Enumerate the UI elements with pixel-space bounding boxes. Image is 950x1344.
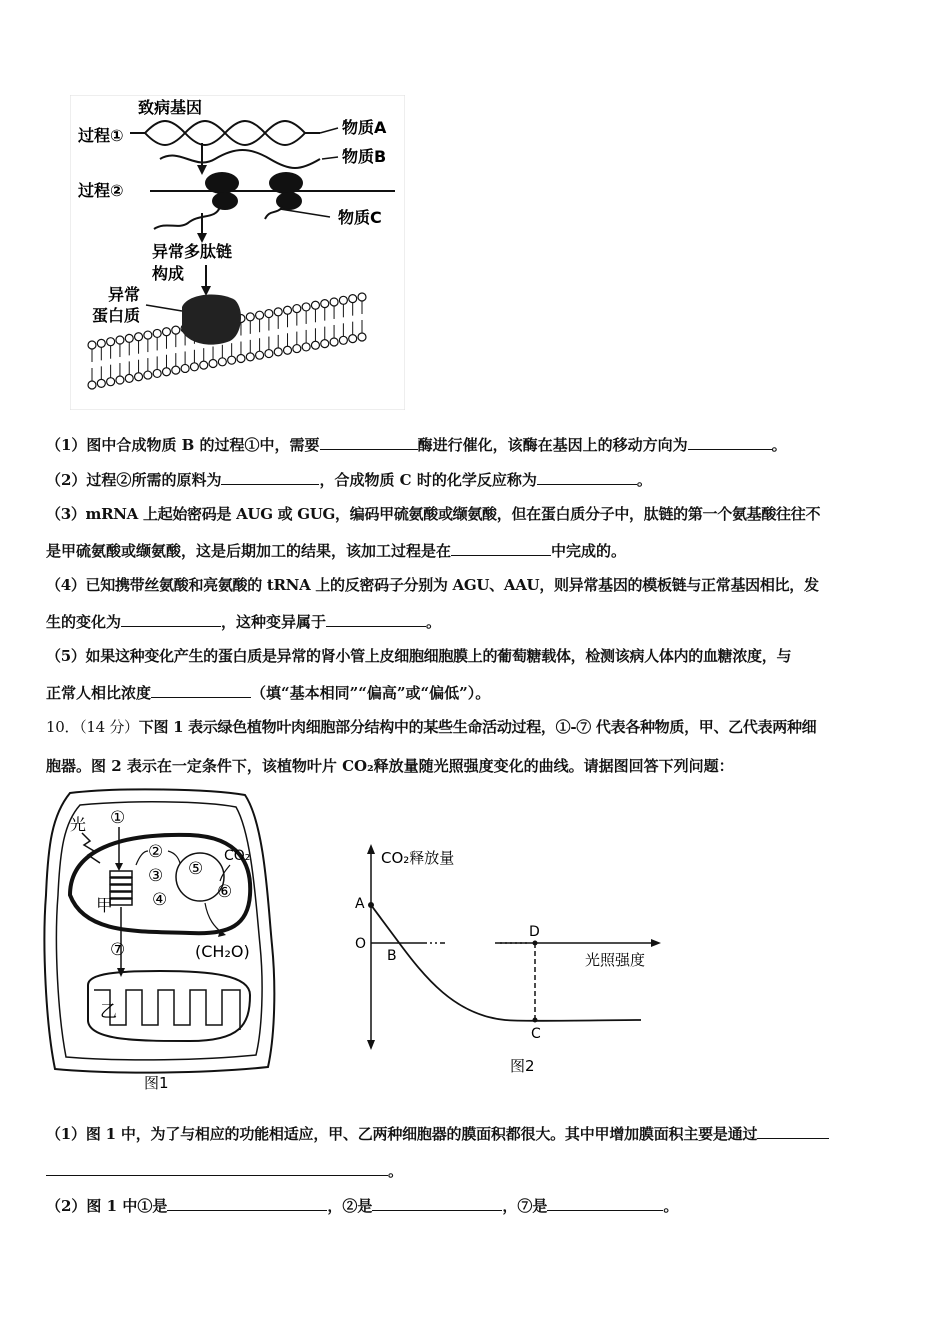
q9-p1-blank-2[interactable] <box>688 434 772 450</box>
substance-b-label: 物质B <box>342 147 387 166</box>
q10-p2-blank-1[interactable] <box>167 1195 327 1211</box>
marker-7: ⑦ <box>110 940 126 960</box>
substance-a-label: 物质A <box>342 118 387 137</box>
x-axis-label: 光照强度 <box>585 951 646 969</box>
substance-c-label: 物质C <box>338 208 382 227</box>
marker-6: ⑥ <box>217 882 233 902</box>
light-label: 光 <box>70 815 87 834</box>
q10-p2-text-b: ，②是 <box>327 1197 373 1215</box>
marker-1: ① <box>110 808 126 828</box>
q9-part1 <box>46 434 787 455</box>
q9-p2-blank-2[interactable] <box>537 469 637 485</box>
marker-4: ④ <box>152 890 168 910</box>
q9-p4-text-c: 。 <box>426 613 442 631</box>
q9-p1-blank-1[interactable] <box>320 434 418 450</box>
q9-p2-text-b: ，合成物质 C 时的化学反应称为 <box>319 471 537 489</box>
figure1-caption: 图1 <box>144 1074 169 1092</box>
q9-part3-line2 <box>46 540 626 561</box>
ch2o-label: (CH₂O) <box>195 942 250 961</box>
co2-label: CO₂ <box>224 848 251 864</box>
q10-p1-blank-1[interactable] <box>757 1123 829 1139</box>
point-b-label: B <box>387 948 397 964</box>
gene-expression-figure <box>70 95 405 410</box>
jia-label: 甲 <box>96 896 113 916</box>
q10-score: （14 分） <box>79 718 139 736</box>
q10-p2-text-a: （2）图 1 中①是 <box>46 1197 168 1215</box>
point-d-label: D <box>529 924 540 940</box>
yi-label: 乙 <box>100 1002 117 1022</box>
marker-3: ③ <box>148 866 164 886</box>
process1-label: 过程① <box>78 126 124 145</box>
point-a-label: A <box>355 896 365 912</box>
q9-p4-blank-1[interactable] <box>121 611 221 627</box>
q10-p2-blank-2[interactable] <box>372 1195 502 1211</box>
gene-label: 致病基因 <box>138 98 203 117</box>
q10-p2-text-d: 。 <box>663 1197 679 1215</box>
q9-p3-text-b: 中完成的。 <box>551 542 627 560</box>
q9-part4-line2 <box>46 611 441 632</box>
q9-part3-line1: （3）mRNA 上起始密码是 AUG 或 GUG，编码甲硫氨酸或缬氨酸，但在蛋白质分子中，肽链的第一个氨基酸往往不 <box>46 505 821 523</box>
marker-2: ② <box>148 842 164 862</box>
q10-p1-blank-2[interactable] <box>46 1160 388 1176</box>
q9-p5-blank[interactable] <box>151 682 251 698</box>
q10-part2 <box>46 1195 678 1216</box>
q9-p3-text-a: 是甲硫氨酸或缬氨酸，这是后期加工的结果，该加工过程是在 <box>46 542 452 560</box>
q9-part5-line1: （5）如果这种变化产生的蛋白质是异常的肾小管上皮细胞细胞膜上的葡萄糖载体，检测该病人体内的血糖浓度，与 <box>46 647 792 665</box>
q10-p1-text: （1）图 1 中，为了与相应的功能相适应，甲、乙两种细胞器的膜面积都很大。其中甲增加膜面积主要是通过 <box>46 1125 758 1143</box>
q10-intro-line2: 胞器。图 2 表示在一定条件下，该植物叶片 CO₂释放量随光照强度变化的曲线。请据图回答下列问题： <box>46 757 734 775</box>
q9-part4-line1: （4）已知携带丝氨酸和亮氨酸的 tRNA 上的反密码子分别为 AGU、AAU，则异常基因的模板链与正常基因相比，发 <box>46 576 819 594</box>
q10-number: 10． <box>46 718 80 736</box>
q9-part2 <box>46 469 652 490</box>
y-axis-label: CO₂释放量 <box>381 849 455 867</box>
q10-p2-blank-3[interactable] <box>547 1195 663 1211</box>
cell-diagram <box>40 785 285 1095</box>
figure2-caption: 图2 <box>510 1057 535 1075</box>
q9-p2-text-c: 。 <box>636 471 652 489</box>
q9-p4-text-b: ，这种变异属于 <box>221 613 327 631</box>
q9-p1-text-b: 酶进行催化，该酶在基因上的移动方向为 <box>417 436 688 454</box>
q9-p5-text-b: （填“基本相同”“偏高”或“偏低”）。 <box>251 684 491 702</box>
q10-part1-line2 <box>46 1160 403 1181</box>
q10-p2-text-c: ，⑦是 <box>502 1197 548 1215</box>
q9-p2-text-a: （2）过程②所需的原料为 <box>46 471 222 489</box>
q9-p5-text-a: 正常人相比浓度 <box>46 684 152 702</box>
q10-p1-end: 。 <box>388 1162 404 1180</box>
abnormal-protein-label-1: 异常 <box>108 285 141 304</box>
q9-part5-line2 <box>46 682 490 703</box>
q9-p1-text-c: 。 <box>771 436 787 454</box>
q10-part1-line1 <box>46 1123 829 1144</box>
point-c-label: C <box>531 1026 541 1042</box>
q10-intro-line1 <box>46 717 816 737</box>
q9-p4-blank-2[interactable] <box>326 611 426 627</box>
q9-p3-blank[interactable] <box>451 540 551 556</box>
abnormal-protein-label-2: 蛋白质 <box>92 306 141 325</box>
origin-label: O <box>355 936 367 952</box>
q9-p1-text-a: （1）图中合成物质 B 的过程①中，需要 <box>46 436 320 454</box>
abnormal-peptide-label: 异常多肽链 <box>152 242 233 261</box>
marker-5: ⑤ <box>188 859 204 879</box>
process2-label: 过程② <box>78 181 124 200</box>
constitute-label: 构成 <box>152 264 185 283</box>
co2-chart <box>345 840 675 1080</box>
q10-intro-text-1: 下图 1 表示绿色植物叶肉细胞部分结构中的某些生命活动过程，①-⑦ 代表各种物质，甲、乙代表两种细 <box>138 718 817 736</box>
q9-p2-blank-1[interactable] <box>221 469 319 485</box>
q9-p4-text-a: 生的变化为 <box>46 613 122 631</box>
